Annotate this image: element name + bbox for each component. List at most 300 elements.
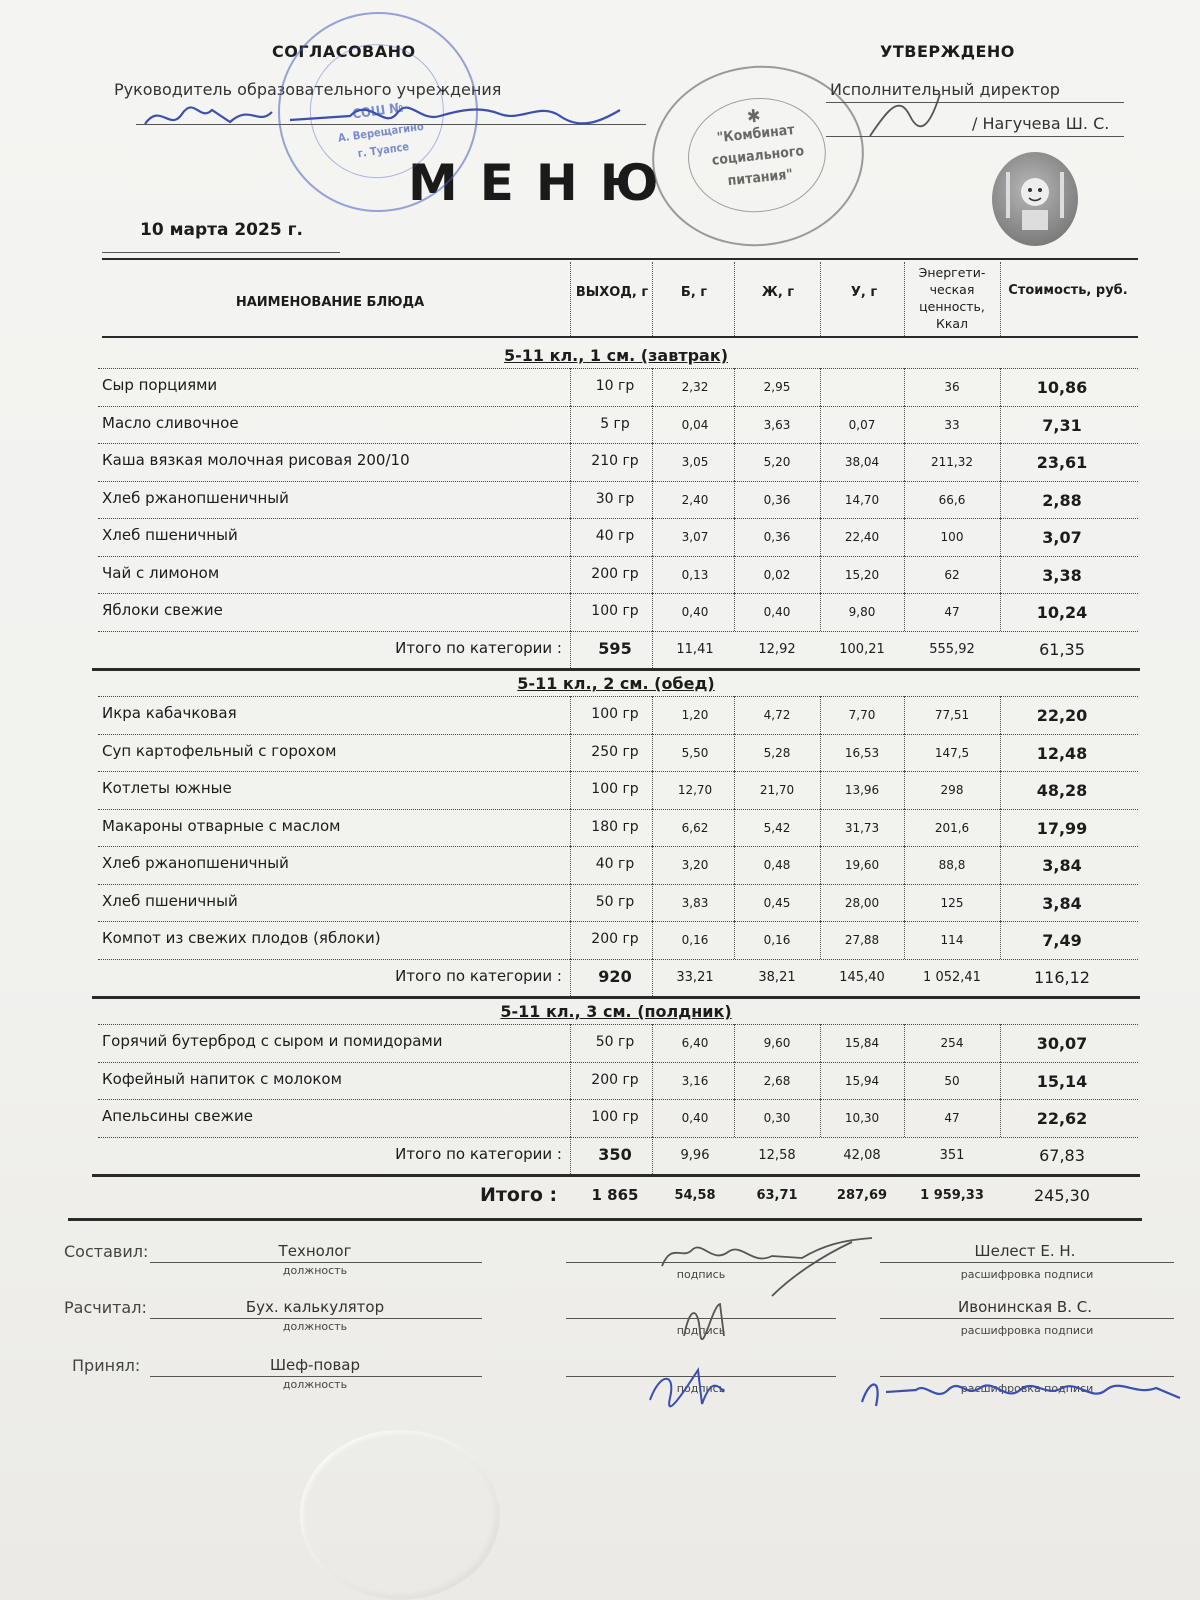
school-stamp-city: г. Туапсе <box>356 140 410 161</box>
dish-energy: 88,8 <box>938 858 966 872</box>
footer-label: Составил: <box>64 1242 149 1261</box>
dish-name: Икра кабачковая <box>102 704 237 722</box>
dish-cost: 22,62 <box>1036 1109 1088 1128</box>
agreed-role: Руководитель образовательного учреждения <box>114 80 502 99</box>
column-divider <box>734 443 736 481</box>
column-divider <box>904 809 906 847</box>
column-divider <box>1000 1062 1002 1100</box>
column-divider <box>652 481 654 519</box>
dish-b: 3,05 <box>681 455 709 469</box>
dish-energy: 100 <box>940 530 964 544</box>
column-divider <box>652 846 654 884</box>
dish-b: 3,16 <box>681 1073 709 1088</box>
calculated-signature-icon <box>676 1296 736 1346</box>
column-divider <box>904 518 906 556</box>
subtotal-out: 595 <box>598 638 632 658</box>
column-divider <box>820 921 822 959</box>
header-out: ВЫХОД, г <box>575 285 649 300</box>
dish-cost: 3,84 <box>1042 893 1082 913</box>
subtotal-cost: 116,12 <box>1034 967 1090 987</box>
row-divider <box>98 631 1138 632</box>
column-divider <box>734 809 736 847</box>
column-divider <box>570 1062 572 1100</box>
dish-name: Хлеб пшеничный <box>102 891 238 910</box>
column-divider <box>820 593 822 631</box>
column-divider <box>734 593 736 631</box>
row-divider <box>98 921 1138 922</box>
row-divider <box>98 593 1138 594</box>
dish-u: 10,30 <box>844 1111 880 1125</box>
column-divider <box>820 406 822 444</box>
column-divider <box>904 734 906 772</box>
footer-position: Шеф-повар <box>269 1356 361 1374</box>
column-divider <box>652 1099 654 1137</box>
column-divider <box>570 1137 572 1175</box>
kombinat-stamp-line3: питания" <box>726 166 794 190</box>
dish-zh: 3,63 <box>763 417 791 432</box>
row-divider <box>98 1062 1138 1063</box>
column-divider <box>570 884 572 922</box>
column-divider <box>1000 1099 1002 1137</box>
section-divider <box>92 668 1140 671</box>
dish-name: Хлеб пшеничный <box>102 526 238 544</box>
dish-u: 15,20 <box>844 567 880 582</box>
column-divider <box>734 771 736 809</box>
column-divider <box>820 368 822 406</box>
dish-name: Суп картофельный с горохом <box>102 741 337 760</box>
footer-decode-hint: расшифровка подписи <box>960 1324 1094 1337</box>
column-divider <box>652 368 654 406</box>
dish-name: Компот из свежих плодов (яблоки) <box>102 929 381 947</box>
dish-zh: 9,60 <box>763 1036 791 1050</box>
footer-position-line <box>150 1262 482 1263</box>
header-u: У, г <box>850 285 878 300</box>
dish-b: 0,40 <box>681 605 709 619</box>
dish-u: 28,00 <box>844 895 880 910</box>
dish-cost: 7,49 <box>1042 931 1082 950</box>
column-divider <box>570 696 572 734</box>
column-divider <box>570 1024 572 1062</box>
subtotal-label: Итого по категории : <box>395 1144 562 1163</box>
dish-out: 10 гр <box>595 378 635 394</box>
footer-position-line <box>150 1318 482 1319</box>
dish-b: 12,70 <box>677 783 713 797</box>
dish-b: 1,20 <box>681 708 709 722</box>
footer-position: Бух. калькулятор <box>245 1298 385 1316</box>
column-divider <box>820 771 822 809</box>
dish-zh: 0,40 <box>763 605 791 619</box>
header-name: НАИМЕНОВАНИЕ БЛЮДА <box>235 295 425 310</box>
dish-u: 7,70 <box>848 708 876 722</box>
column-divider <box>570 921 572 959</box>
dish-energy: 47 <box>944 605 960 619</box>
column-divider <box>652 593 654 631</box>
footer-decode-line <box>880 1318 1174 1319</box>
column-divider <box>904 696 906 734</box>
dish-u: 0,07 <box>848 417 876 432</box>
dish-name: Котлеты южные <box>102 779 232 797</box>
row-divider <box>98 959 1138 960</box>
dish-name: Хлеб ржанопшеничный <box>102 488 289 507</box>
column-divider <box>820 556 822 594</box>
footer-signature-hint: подпись <box>676 1382 726 1395</box>
dish-u: 16,53 <box>844 745 880 760</box>
agreed-signature-icon <box>140 92 640 148</box>
dish-out: 210 гр <box>591 453 639 469</box>
column-divider <box>904 443 906 481</box>
dish-out: 5 гр <box>600 415 630 432</box>
column-divider <box>904 921 906 959</box>
column-divider <box>820 518 822 556</box>
subtotal-u: 42,08 <box>843 1147 881 1163</box>
subtotal-out: 350 <box>598 1144 632 1164</box>
dish-out: 100 гр <box>591 603 639 619</box>
header-b: Б, г <box>680 285 708 300</box>
column-divider <box>734 406 736 444</box>
dish-cost: 30,07 <box>1036 1034 1088 1053</box>
dish-energy: 211,32 <box>931 455 973 469</box>
dish-b: 3,07 <box>681 530 709 544</box>
column-divider <box>904 1062 906 1100</box>
dish-energy: 254 <box>940 1036 964 1050</box>
row-divider <box>98 1099 1138 1100</box>
dish-zh: 0,02 <box>763 567 791 582</box>
column-divider <box>570 631 572 669</box>
column-divider <box>1000 846 1002 884</box>
column-divider <box>1000 406 1002 444</box>
column-divider <box>904 481 906 519</box>
dish-u: 15,84 <box>844 1036 880 1050</box>
dish-energy: 298 <box>940 783 964 797</box>
dish-cost: 22,20 <box>1036 706 1088 725</box>
dish-zh: 0,48 <box>763 858 791 872</box>
column-divider <box>1000 518 1002 556</box>
approved-title: УТВЕРЖДЕНО <box>880 42 1015 61</box>
dish-name: Каша вязкая молочная рисовая 200/10 <box>102 451 410 469</box>
dish-u: 15,94 <box>844 1073 880 1088</box>
column-divider <box>734 696 736 734</box>
dish-u: 27,88 <box>844 933 880 947</box>
column-divider <box>1000 809 1002 847</box>
dish-out: 30 гр <box>595 490 635 507</box>
column-divider <box>904 771 906 809</box>
column-divider <box>570 593 572 631</box>
dish-energy: 77,51 <box>934 708 970 722</box>
column-divider <box>1000 593 1002 631</box>
subtotal-zh: 38,21 <box>758 969 796 985</box>
dish-b: 5,50 <box>681 745 709 760</box>
column-divider <box>570 771 572 809</box>
footer-position-hint: должность <box>282 1320 348 1333</box>
dish-cost: 23,61 <box>1036 453 1088 472</box>
column-divider <box>734 734 736 772</box>
dish-b: 2,32 <box>681 380 709 394</box>
row-divider <box>98 368 1138 369</box>
subtotal-out: 920 <box>598 966 632 986</box>
dish-name: Сыр порциями <box>102 376 218 394</box>
header-zh: Ж, г <box>761 285 795 300</box>
kombinat-stamp-line2: социального <box>711 143 805 169</box>
subtotal-u: 100,21 <box>839 641 885 657</box>
dish-energy: 36 <box>944 380 960 394</box>
column-divider <box>1000 1024 1002 1062</box>
column-divider <box>904 1024 906 1062</box>
dish-out: 250 гр <box>591 743 639 760</box>
footer-position-hint: должность <box>282 1264 348 1277</box>
footer-position-hint: должность <box>282 1378 348 1391</box>
row-divider <box>98 1137 1138 1138</box>
dish-energy: 125 <box>940 895 964 910</box>
grand-total-label: Итого : <box>480 1184 558 1206</box>
footer-label: Расчитал: <box>64 1298 147 1317</box>
dish-cost: 3,84 <box>1042 856 1082 875</box>
grand-total-out: 1 865 <box>591 1186 639 1204</box>
approved-signature-icon <box>860 86 950 146</box>
column-divider <box>1000 884 1002 922</box>
subtotal-b: 33,21 <box>676 969 714 985</box>
grand-total-cost: 245,30 <box>1034 1186 1090 1205</box>
column-divider <box>1000 734 1002 772</box>
subtotal-zh: 12,58 <box>758 1147 796 1163</box>
dish-b: 6,40 <box>681 1036 709 1050</box>
dish-zh: 0,36 <box>763 530 791 544</box>
approved-role: Исполнительный директор <box>830 80 1060 99</box>
column-divider <box>1000 443 1002 481</box>
column-divider <box>734 518 736 556</box>
column-divider <box>652 556 654 594</box>
subtotal-b: 9,96 <box>680 1147 710 1163</box>
grand-total-b: 54,58 <box>674 1188 716 1203</box>
accepted-signature-icon <box>640 1362 730 1412</box>
column-divider <box>904 846 906 884</box>
agreed-title: СОГЛАСОВАНО <box>272 42 416 61</box>
footer-position: Технолог <box>278 1242 352 1260</box>
dish-zh: 5,28 <box>763 745 791 760</box>
subtotal-b: 11,41 <box>676 641 714 657</box>
column-divider <box>1000 921 1002 959</box>
column-divider <box>570 809 572 847</box>
column-divider <box>652 406 654 444</box>
column-divider <box>570 368 572 406</box>
column-divider <box>820 734 822 772</box>
column-divider <box>904 884 906 922</box>
dish-zh: 0,30 <box>763 1111 791 1125</box>
column-divider <box>1000 771 1002 809</box>
dish-out: 100 гр <box>591 1109 639 1125</box>
dish-out: 40 гр <box>595 856 635 872</box>
column-divider <box>820 1099 822 1137</box>
subtotal-cost: 61,35 <box>1039 639 1085 659</box>
column-divider <box>734 1062 736 1100</box>
dish-zh: 5,20 <box>763 455 791 469</box>
dish-energy: 147,5 <box>934 745 970 760</box>
column-divider <box>820 1024 822 1062</box>
footer-label: Принял: <box>72 1356 141 1375</box>
column-divider <box>652 443 654 481</box>
dish-out: 100 гр <box>591 706 639 722</box>
footer-decode: Шелест Е. Н. <box>974 1242 1076 1260</box>
column-divider <box>820 443 822 481</box>
column-divider <box>652 1024 654 1062</box>
dish-name: Хлеб ржанопшеничный <box>102 854 289 872</box>
footer-decode: Ивонинская В. С. <box>958 1298 1092 1316</box>
dish-b: 6,62 <box>681 820 709 835</box>
dish-u: 13,96 <box>844 783 880 797</box>
column-divider <box>652 1137 654 1175</box>
subtotal-zh: 12,92 <box>758 641 796 657</box>
column-divider <box>652 809 654 847</box>
subtotal-energy: 555,92 <box>929 641 975 657</box>
dish-out: 40 гр <box>595 528 635 544</box>
kombinat-stamp-line1: "Комбинат <box>716 122 796 147</box>
column-divider <box>570 481 572 519</box>
dish-name: Яблоки свежие <box>102 601 223 619</box>
dish-zh: 0,45 <box>763 895 791 910</box>
dish-u: 9,80 <box>848 605 876 619</box>
column-divider <box>734 481 736 519</box>
dish-cost: 3,07 <box>1042 528 1082 547</box>
dish-cost: 3,38 <box>1042 565 1082 585</box>
footer-decode-hint: расшифровка подписи <box>960 1268 1094 1281</box>
dish-energy: 114 <box>940 933 964 947</box>
grand-total-zh: 63,71 <box>756 1188 798 1203</box>
dish-out: 180 гр <box>591 818 639 835</box>
column-divider <box>1000 696 1002 734</box>
section-title: 5-11 кл., 3 см. (полдник) <box>500 1002 732 1021</box>
row-divider <box>98 846 1138 847</box>
column-divider <box>734 368 736 406</box>
dish-zh: 0,36 <box>763 492 791 507</box>
column-divider <box>904 556 906 594</box>
dish-b: 2,40 <box>681 492 709 507</box>
dish-name: Макароны отварные с маслом <box>102 816 341 835</box>
row-divider <box>98 481 1138 482</box>
column-divider <box>652 884 654 922</box>
dish-energy: 201,6 <box>934 820 970 835</box>
dish-name: Апельсины свежие <box>102 1107 253 1125</box>
subtotal-u: 145,40 <box>839 969 885 985</box>
header-energy: Энергети- ческая ценность, Ккал <box>918 265 986 331</box>
row-divider <box>98 443 1138 444</box>
row-divider <box>98 518 1138 519</box>
kombinat-stamp: ✱ "Комбинат социального питания" <box>643 55 873 256</box>
column-divider <box>570 556 572 594</box>
row-divider <box>98 406 1138 407</box>
column-divider <box>570 959 572 997</box>
section-divider <box>92 996 1140 999</box>
column-divider <box>570 1099 572 1137</box>
dish-b: 0,04 <box>681 417 709 432</box>
dish-energy: 47 <box>944 1111 960 1125</box>
column-divider <box>652 518 654 556</box>
dish-b: 0,16 <box>681 933 709 947</box>
dish-energy: 62 <box>944 567 960 582</box>
column-divider <box>652 959 654 997</box>
school-stamp-center: СОШ № <box>351 100 405 123</box>
dish-zh: 2,95 <box>763 380 791 394</box>
dish-cost: 7,31 <box>1042 415 1082 435</box>
dish-u: 22,40 <box>844 530 880 544</box>
row-divider <box>98 1024 1138 1025</box>
column-divider <box>652 734 654 772</box>
column-divider <box>570 406 572 444</box>
dish-out: 200 гр <box>591 565 639 582</box>
dish-name: Кофейный напиток с молоком <box>102 1069 342 1088</box>
row-divider <box>98 809 1138 810</box>
dish-name: Чай с лимоном <box>102 563 220 582</box>
dish-cost: 17,99 <box>1036 818 1088 838</box>
dish-cost: 48,28 <box>1036 781 1088 800</box>
column-divider <box>734 556 736 594</box>
footer-position-line <box>150 1376 482 1377</box>
menu-date: 10 марта 2025 г. <box>140 220 303 240</box>
column-divider <box>734 1024 736 1062</box>
dish-cost: 15,14 <box>1036 1071 1088 1091</box>
dish-b: 0,40 <box>681 1111 709 1125</box>
dish-zh: 4,72 <box>763 708 791 722</box>
dish-u: 14,70 <box>844 492 880 507</box>
dish-u: 38,04 <box>844 455 880 469</box>
dish-energy: 66,6 <box>938 492 966 507</box>
row-divider <box>98 771 1138 772</box>
column-divider <box>820 696 822 734</box>
column-divider <box>570 443 572 481</box>
subtotal-energy: 1 052,41 <box>923 969 981 985</box>
dish-out: 50 гр <box>595 893 635 910</box>
column-divider <box>1000 481 1002 519</box>
column-divider <box>652 696 654 734</box>
footer-signature-hint: подпись <box>676 1268 726 1281</box>
dish-b: 0,13 <box>681 567 709 582</box>
dish-zh: 2,68 <box>763 1073 791 1088</box>
subtotal-label: Итого по категории : <box>395 966 562 985</box>
dish-name: Масло сливочное <box>102 413 239 432</box>
document-title: МЕНЮ <box>408 154 681 212</box>
column-divider <box>1000 368 1002 406</box>
column-divider <box>904 593 906 631</box>
dish-zh: 21,70 <box>759 783 795 797</box>
column-divider <box>904 406 906 444</box>
column-divider <box>652 1062 654 1100</box>
subtotal-cost: 67,83 <box>1039 1145 1085 1165</box>
column-divider <box>652 771 654 809</box>
column-divider <box>652 631 654 669</box>
dish-out: 100 гр <box>591 781 639 797</box>
subtotal-label: Итого по категории : <box>395 638 562 657</box>
column-divider <box>820 809 822 847</box>
column-divider <box>1000 556 1002 594</box>
dish-cost: 10,24 <box>1036 603 1088 622</box>
section-divider <box>92 1174 1140 1177</box>
footer-signature-hint: подпись <box>676 1324 726 1337</box>
accepted-decode-signature-icon <box>856 1372 1186 1416</box>
column-divider <box>734 921 736 959</box>
dish-cost: 12,48 <box>1036 743 1088 763</box>
dish-out: 200 гр <box>591 931 639 947</box>
dish-u: 31,73 <box>844 820 880 835</box>
section-title: 5-11 кл., 1 см. (завтрак) <box>503 346 729 365</box>
dish-out: 50 гр <box>595 1034 635 1050</box>
footer-decode-hint: расшифровка подписи <box>960 1382 1094 1395</box>
dish-cost: 10,86 <box>1036 378 1088 397</box>
column-divider <box>820 846 822 884</box>
date-underline <box>102 252 340 253</box>
approved-name: / Нагучева Ш. С. <box>972 114 1110 133</box>
row-divider <box>98 734 1138 735</box>
column-divider <box>820 1062 822 1100</box>
column-divider <box>820 884 822 922</box>
column-divider <box>570 734 572 772</box>
